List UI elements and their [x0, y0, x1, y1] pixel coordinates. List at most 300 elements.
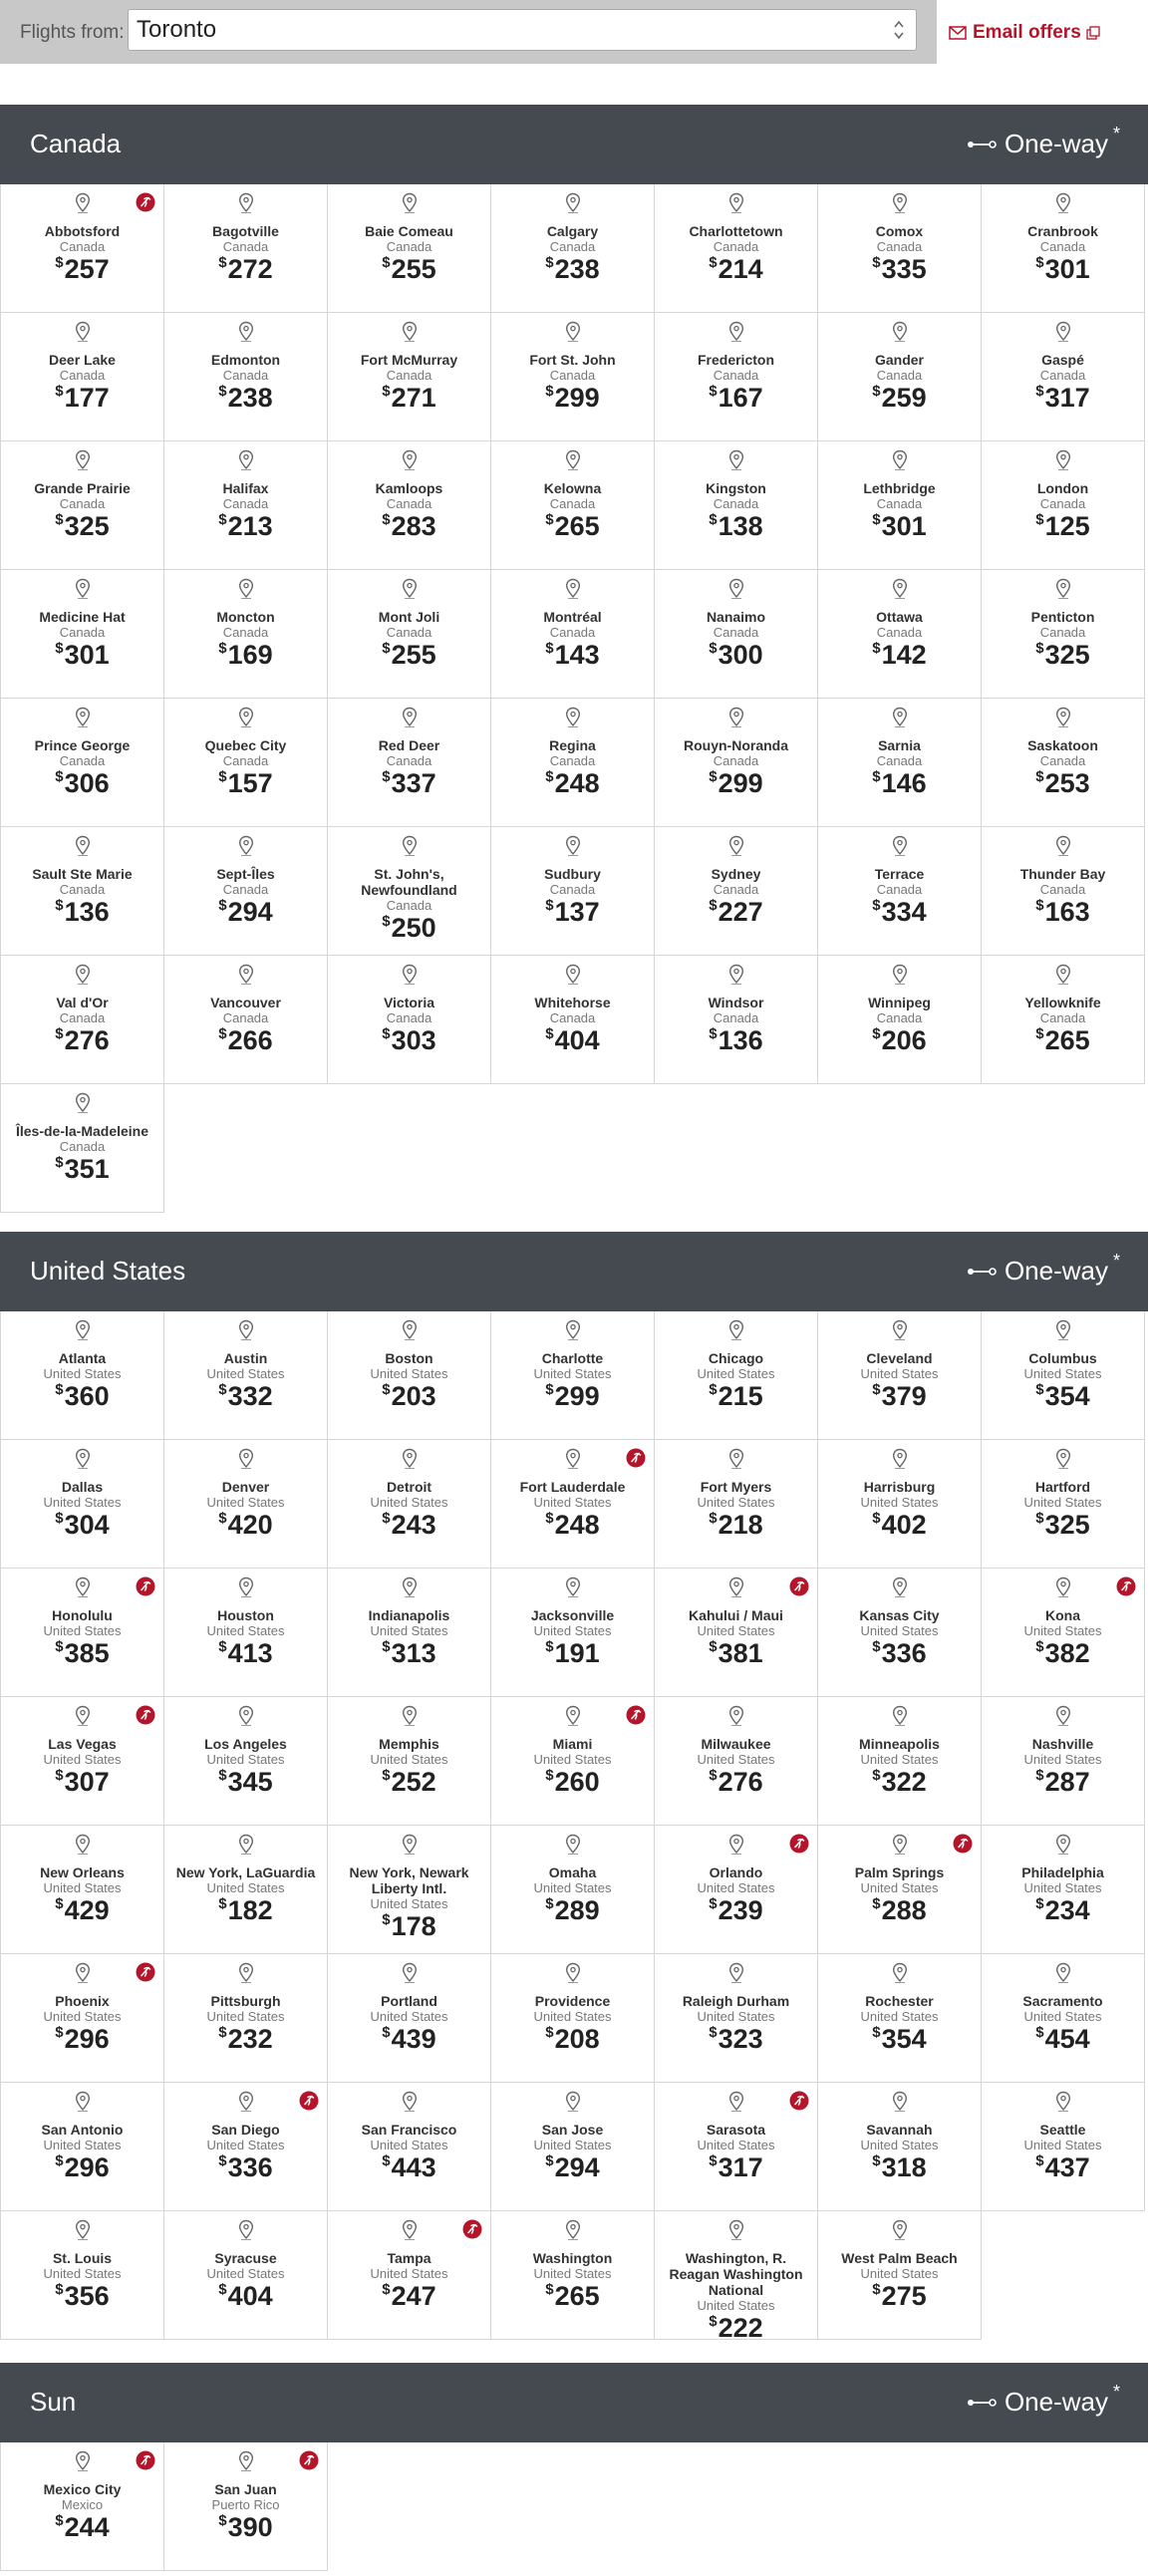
- destination-card[interactable]: [655, 570, 818, 699]
- destination-card[interactable]: [164, 956, 328, 1084]
- destination-card[interactable]: [164, 2442, 328, 2571]
- destination-card[interactable]: [1, 2442, 164, 2571]
- destination-card[interactable]: [164, 441, 328, 570]
- currency-symbol: $: [55, 1767, 64, 1784]
- currency-symbol: $: [545, 1895, 554, 1912]
- destination-info: [1, 1350, 163, 1415]
- destination-city: Sarasota: [706, 2122, 766, 2138]
- map-pin-icon: [74, 1962, 92, 1984]
- currency-symbol: $: [1035, 640, 1044, 657]
- map-pin-icon: [401, 1962, 419, 1984]
- destination-card[interactable]: [164, 827, 328, 956]
- price-amount: 307: [64, 1767, 110, 1797]
- destination-country: United States: [370, 1366, 448, 1381]
- destination-card[interactable]: [655, 441, 818, 570]
- destination-city: St. John's, Newfoundland: [361, 866, 457, 898]
- destination-card[interactable]: [328, 1311, 491, 1440]
- price-amount: 222: [718, 2313, 763, 2343]
- destination-country: United States: [43, 1495, 122, 1510]
- destination-city: Kamloops: [375, 480, 443, 496]
- price-amount: 325: [64, 511, 110, 541]
- destination-card[interactable]: [818, 1440, 982, 1569]
- currency-symbol: $: [1035, 511, 1044, 528]
- destination-price: [659, 2025, 813, 2058]
- destination-city: Sudbury: [544, 866, 601, 882]
- destination-card[interactable]: [655, 313, 818, 441]
- destination-country: Canada: [386, 898, 432, 913]
- currency-symbol: $: [1035, 1510, 1044, 1527]
- destination-country: United States: [533, 1623, 612, 1638]
- destination-country: Canada: [386, 239, 432, 254]
- destination-country: United States: [370, 1623, 448, 1638]
- price-amount: 214: [718, 254, 763, 284]
- destination-card[interactable]: [328, 2083, 491, 2211]
- destination-card[interactable]: [328, 441, 491, 570]
- map-pin-icon: [401, 707, 419, 728]
- destination-country: United States: [43, 1366, 122, 1381]
- destination-card[interactable]: [1, 699, 164, 827]
- destination-card[interactable]: [164, 1569, 328, 1697]
- currency-symbol: $: [1035, 1025, 1044, 1042]
- destination-card[interactable]: [164, 1697, 328, 1826]
- destination-country: Canada: [59, 753, 106, 768]
- destination-country: Canada: [222, 496, 269, 511]
- destination-info: [164, 1607, 327, 1672]
- destination-info: [655, 1350, 817, 1415]
- currency-symbol: $: [545, 2152, 554, 2169]
- destination-city: Rouyn-Noranda: [684, 737, 788, 753]
- destination-card[interactable]: [818, 1311, 982, 1440]
- destination-card[interactable]: [328, 827, 491, 956]
- destination-info: [164, 480, 327, 545]
- destination-country: Canada: [59, 1010, 106, 1025]
- price-amount: 203: [391, 1381, 436, 1411]
- destination-country: Canada: [1039, 625, 1086, 640]
- destination-card[interactable]: [982, 1440, 1145, 1569]
- destination-price: [495, 255, 650, 288]
- destination-country: United States: [206, 1880, 285, 1895]
- destination-price: [5, 1026, 159, 1059]
- currency-symbol: $: [382, 1510, 391, 1527]
- destination-card[interactable]: [1, 1311, 164, 1440]
- destination-card[interactable]: [818, 956, 982, 1084]
- destination-price: [332, 1511, 486, 1544]
- destination-country: Canada: [59, 625, 106, 640]
- destination-card[interactable]: [818, 441, 982, 570]
- destination-card[interactable]: [164, 2083, 328, 2211]
- destination-country: United States: [697, 1752, 775, 1767]
- destination-card[interactable]: [818, 2083, 982, 2211]
- destination-card[interactable]: [818, 184, 982, 313]
- destination-city: Orlando: [709, 1864, 763, 1880]
- map-pin-icon: [401, 449, 419, 471]
- destination-info: [1, 737, 163, 802]
- destination-country: Canada: [1039, 368, 1086, 383]
- destination-card[interactable]: [982, 956, 1145, 1084]
- price-amount: 301: [1044, 254, 1090, 284]
- currency-symbol: $: [872, 1025, 881, 1042]
- price-amount: 318: [881, 2152, 927, 2182]
- destination-card[interactable]: [982, 184, 1145, 313]
- destination-card[interactable]: [328, 570, 491, 699]
- destination-card[interactable]: [1, 2083, 164, 2211]
- destination-price: [5, 1511, 159, 1544]
- destination-card[interactable]: [818, 313, 982, 441]
- price-amount: 143: [554, 640, 600, 670]
- one-way-toggle[interactable]: [967, 1251, 1120, 1287]
- destination-card[interactable]: [818, 1954, 982, 2083]
- destination-card[interactable]: [655, 699, 818, 827]
- destination-card[interactable]: [328, 699, 491, 827]
- destination-info: [164, 1864, 327, 1929]
- destination-card[interactable]: [491, 1697, 655, 1826]
- destination-city: Houston: [217, 1607, 274, 1623]
- currency-symbol: $: [709, 1767, 718, 1784]
- destination-card[interactable]: [491, 956, 655, 1084]
- destination-info: [982, 609, 1144, 674]
- destination-card[interactable]: [1, 570, 164, 699]
- destination-card[interactable]: [655, 1440, 818, 1569]
- destination-card[interactable]: [491, 2211, 655, 2340]
- destination-city: Baie Comeau: [365, 223, 453, 239]
- destination-info: [328, 995, 490, 1059]
- destination-card[interactable]: [491, 699, 655, 827]
- destination-card[interactable]: [655, 1954, 818, 2083]
- destination-country: United States: [697, 1880, 775, 1895]
- destination-card[interactable]: [328, 313, 491, 441]
- destination-card[interactable]: [982, 570, 1145, 699]
- map-pin-icon: [237, 1576, 255, 1598]
- currency-symbol: $: [545, 2024, 554, 2041]
- price-amount: 404: [227, 2281, 273, 2311]
- destination-card[interactable]: [982, 1697, 1145, 1826]
- currency-symbol: $: [55, 254, 64, 271]
- destination-card[interactable]: [491, 1440, 655, 1569]
- destination-card[interactable]: [491, 441, 655, 570]
- currency-symbol: $: [872, 1895, 881, 1912]
- destination-card[interactable]: [491, 1311, 655, 1440]
- currency-symbol: $: [218, 511, 227, 528]
- destination-info: [491, 2250, 654, 2315]
- destination-card[interactable]: [491, 827, 655, 956]
- destination-price: [5, 384, 159, 417]
- destination-price: [659, 1768, 813, 1801]
- flights-from-label: Flights from:: [20, 22, 125, 43]
- destination-card[interactable]: [1, 1569, 164, 1697]
- price-amount: 336: [881, 1638, 927, 1668]
- sun-destination-badge-icon: [626, 1448, 646, 1468]
- map-pin-icon: [74, 192, 92, 214]
- destination-info: [328, 1736, 490, 1801]
- destination-card[interactable]: [491, 570, 655, 699]
- destination-card[interactable]: [982, 1826, 1145, 1954]
- destination-price: [332, 641, 486, 674]
- destination-city: Edmonton: [210, 352, 281, 368]
- destination-card[interactable]: [164, 1954, 328, 2083]
- destination-card[interactable]: [164, 313, 328, 441]
- destination-price: [168, 1026, 323, 1059]
- destination-card[interactable]: [655, 956, 818, 1084]
- destination-card[interactable]: [164, 184, 328, 313]
- destination-city: Abbotsford: [44, 223, 121, 239]
- destination-city: Quebec City: [204, 737, 287, 753]
- destination-city: Kahului / Maui: [689, 1607, 783, 1623]
- map-pin-icon: [74, 2450, 92, 2472]
- destination-card[interactable]: [328, 1569, 491, 1697]
- map-pin-icon: [74, 1448, 92, 1470]
- one-way-toggle[interactable]: [967, 124, 1120, 159]
- destination-city: New York, Newark Liberty Intl.: [349, 1864, 469, 1896]
- destination-card[interactable]: [491, 2083, 655, 2211]
- map-pin-icon: [727, 964, 745, 986]
- destination-card[interactable]: [1, 313, 164, 441]
- destination-card[interactable]: [328, 956, 491, 1084]
- destination-card[interactable]: [982, 827, 1145, 956]
- currency-symbol: $: [709, 2152, 718, 2169]
- destination-card[interactable]: [818, 1569, 982, 1697]
- price-amount: 381: [718, 1638, 763, 1668]
- destination-card[interactable]: [1, 184, 164, 313]
- destination-city: Nanaimo: [706, 609, 766, 625]
- destination-price: [495, 512, 650, 545]
- destination-country: United States: [370, 1896, 448, 1911]
- destination-card[interactable]: [982, 441, 1145, 570]
- destination-card[interactable]: [818, 699, 982, 827]
- map-pin-icon: [564, 192, 582, 214]
- destination-city: Providence: [534, 1993, 611, 2009]
- destination-country: United States: [697, 1623, 775, 1638]
- destination-price: [659, 1639, 813, 1672]
- map-pin-icon: [1054, 1962, 1072, 1984]
- destination-card[interactable]: [164, 570, 328, 699]
- destination-info: [655, 1479, 817, 1544]
- currency-symbol: $: [218, 383, 227, 400]
- destination-city: Washington, R. Reagan Washington National: [669, 2250, 803, 2298]
- destination-card[interactable]: [982, 1569, 1145, 1697]
- destination-country: United States: [860, 1752, 939, 1767]
- destination-card[interactable]: [1, 1084, 164, 1213]
- destination-city: Penticton: [1030, 609, 1095, 625]
- destination-price: [495, 769, 650, 802]
- destination-city: Palm Springs: [854, 1864, 945, 1880]
- destination-card[interactable]: [655, 1826, 818, 1954]
- currency-symbol: $: [1035, 1895, 1044, 1912]
- map-pin-icon: [74, 964, 92, 986]
- destination-card[interactable]: [655, 184, 818, 313]
- map-pin-icon: [564, 2091, 582, 2113]
- destination-city: West Palm Beach: [841, 2250, 958, 2266]
- currency-symbol: $: [382, 1381, 391, 1398]
- destination-card[interactable]: [328, 2211, 491, 2340]
- currency-symbol: $: [872, 383, 881, 400]
- destination-country: United States: [860, 1623, 939, 1638]
- destination-info: [491, 1350, 654, 1415]
- destination-info: [1, 1123, 163, 1188]
- destination-card[interactable]: [491, 1826, 655, 1954]
- destination-info: [164, 1993, 327, 2058]
- map-pin-icon: [74, 1705, 92, 1727]
- destination-city: Las Vegas: [48, 1736, 117, 1752]
- destination-info: [982, 2122, 1144, 2186]
- destination-card[interactable]: [1, 1954, 164, 2083]
- price-amount: 218: [718, 1510, 763, 1540]
- destination-price: [495, 1768, 650, 1801]
- currency-symbol: $: [872, 511, 881, 528]
- currency-symbol: $: [1035, 1767, 1044, 1784]
- destination-country: Canada: [876, 625, 923, 640]
- destination-card[interactable]: [982, 699, 1145, 827]
- destination-country: United States: [860, 2009, 939, 2024]
- map-pin-icon: [564, 2219, 582, 2241]
- destination-card[interactable]: [328, 1954, 491, 2083]
- section-header: [0, 2363, 1148, 2442]
- destination-card[interactable]: [164, 1440, 328, 1569]
- price-amount: 288: [881, 1895, 927, 1925]
- destination-country: United States: [697, 1366, 775, 1381]
- destination-card[interactable]: [982, 1311, 1145, 1440]
- destination-card[interactable]: [328, 1697, 491, 1826]
- section-title: Canada: [30, 129, 122, 158]
- destination-card[interactable]: [818, 827, 982, 956]
- destination-card[interactable]: [164, 699, 328, 827]
- price-amount: 306: [64, 768, 110, 798]
- destination-card[interactable]: [655, 1697, 818, 1826]
- currency-symbol: $: [545, 1381, 554, 1398]
- destination-card[interactable]: [655, 1311, 818, 1440]
- map-pin-icon: [891, 964, 909, 986]
- map-pin-icon: [1054, 2091, 1072, 2113]
- destination-country: United States: [860, 2138, 939, 2152]
- destination-card[interactable]: [491, 1569, 655, 1697]
- destination-card[interactable]: [328, 184, 491, 313]
- destination-card[interactable]: [1, 827, 164, 956]
- destination-country: United States: [697, 2298, 775, 2313]
- price-amount: 260: [554, 1767, 600, 1797]
- destination-country: Canada: [59, 496, 106, 511]
- destination-card[interactable]: [164, 2211, 328, 2340]
- destination-card[interactable]: [818, 570, 982, 699]
- destination-card[interactable]: [1, 1440, 164, 1569]
- currency-symbol: $: [545, 1025, 554, 1042]
- destination-card[interactable]: [328, 1826, 491, 1954]
- destination-card[interactable]: [1, 1826, 164, 1954]
- currency-symbol: $: [218, 1895, 227, 1912]
- map-pin-icon: [1054, 1319, 1072, 1341]
- destination-city: Denver: [221, 1479, 270, 1495]
- destination-card[interactable]: [1, 956, 164, 1084]
- destination-card[interactable]: [1, 1697, 164, 1826]
- destination-country: United States: [1023, 1366, 1102, 1381]
- destination-info: [491, 1479, 654, 1544]
- currency-symbol: $: [382, 2024, 391, 2041]
- price-amount: 379: [881, 1381, 927, 1411]
- price-amount: 248: [554, 768, 600, 798]
- origin-city-select[interactable]: [128, 9, 917, 51]
- currency-symbol: $: [55, 897, 64, 914]
- sun-destination-badge-icon: [136, 1962, 155, 1982]
- destination-card[interactable]: [164, 1311, 328, 1440]
- price-amount: 275: [881, 2281, 927, 2311]
- destination-country: Canada: [549, 882, 596, 897]
- price-amount: 413: [227, 1638, 273, 1668]
- destination-card[interactable]: [491, 1954, 655, 2083]
- destination-card[interactable]: [982, 1954, 1145, 2083]
- destination-card[interactable]: [818, 1826, 982, 1954]
- currency-symbol: $: [709, 2024, 718, 2041]
- one-way-label: One-way: [1004, 129, 1108, 158]
- destination-info: [164, 2481, 327, 2546]
- destination-price: [332, 1639, 486, 1672]
- destination-card[interactable]: [655, 827, 818, 956]
- destination-card[interactable]: [655, 2083, 818, 2211]
- destination-card[interactable]: [982, 2083, 1145, 2211]
- one-way-toggle[interactable]: [967, 2382, 1120, 2418]
- destination-section: [0, 1232, 1148, 2343]
- currency-symbol: $: [218, 2024, 227, 2041]
- destination-country: Mexico: [61, 2497, 104, 2512]
- destination-city: Victoria: [383, 995, 435, 1010]
- destination-card[interactable]: [818, 1697, 982, 1826]
- destination-info: [1, 995, 163, 1059]
- destination-country: United States: [370, 2009, 448, 2024]
- email-offers-link[interactable]: [949, 22, 1106, 44]
- map-pin-icon: [1054, 578, 1072, 600]
- destination-price: [495, 2025, 650, 2058]
- destination-info: [164, 2250, 327, 2315]
- destination-card[interactable]: [655, 1569, 818, 1697]
- map-pin-icon: [401, 1576, 419, 1598]
- price-amount: 259: [881, 383, 927, 413]
- price-amount: 271: [391, 383, 436, 413]
- destination-price: [822, 2025, 977, 2058]
- destination-price: [822, 2153, 977, 2186]
- destination-card[interactable]: [164, 1826, 328, 1954]
- destination-card[interactable]: [818, 2211, 982, 2340]
- destination-city: St. Louis: [52, 2250, 113, 2266]
- price-amount: 178: [391, 1911, 436, 1941]
- destination-info: [982, 352, 1144, 417]
- destination-city: Lethbridge: [863, 480, 936, 496]
- destination-city: Austin: [223, 1350, 268, 1366]
- email-offers-label: Email offers: [973, 22, 1081, 43]
- currency-symbol: $: [1035, 2024, 1044, 2041]
- destination-card[interactable]: [491, 313, 655, 441]
- price-amount: 238: [227, 383, 273, 413]
- footnote-asterisk: *: [1112, 2382, 1120, 2402]
- destination-info: [328, 2122, 490, 2186]
- destination-city: Comox: [875, 223, 924, 239]
- destination-card[interactable]: [655, 2211, 818, 2343]
- destination-price: [822, 641, 977, 674]
- footnote-asterisk: *: [1112, 124, 1120, 143]
- destination-city: Moncton: [216, 609, 275, 625]
- currency-symbol: $: [709, 897, 718, 914]
- currency-symbol: $: [545, 383, 554, 400]
- destination-card[interactable]: [982, 313, 1145, 441]
- destination-price: [332, 255, 486, 288]
- map-pin-icon: [401, 1448, 419, 1470]
- price-amount: 265: [554, 2281, 600, 2311]
- price-amount: 299: [718, 768, 763, 798]
- destination-card[interactable]: [1, 441, 164, 570]
- destination-price: [5, 512, 159, 545]
- map-pin-icon: [727, 192, 745, 214]
- destination-card[interactable]: [328, 1440, 491, 1569]
- destination-card[interactable]: [491, 184, 655, 313]
- price-amount: 345: [227, 1767, 273, 1797]
- currency-symbol: $: [55, 511, 64, 528]
- destination-card[interactable]: [1, 2211, 164, 2340]
